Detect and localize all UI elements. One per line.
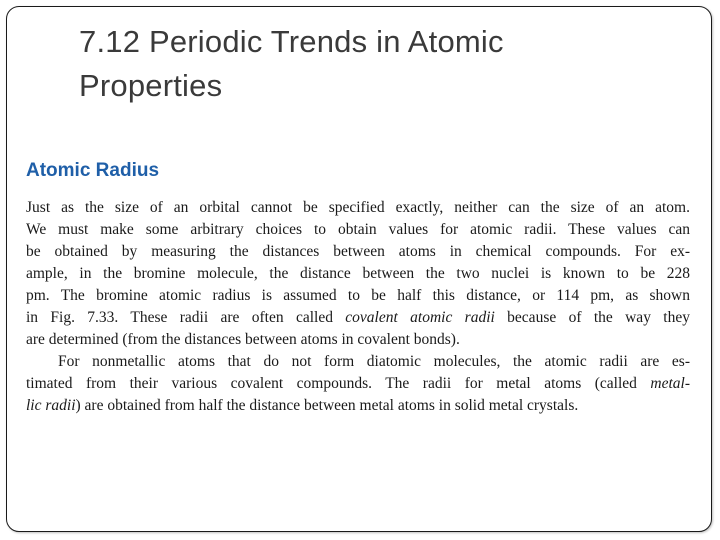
paragraph-line: Just as the size of an orbital cannot be specified exactly, neither can the size of an atom.: [26, 199, 690, 216]
text-run: timated from their various covalent compounds. The radii for metal atoms (called: [26, 375, 651, 392]
paragraph-line: [26, 373, 690, 395]
text-run: because of the way they: [494, 309, 690, 326]
slide-title-line-2: Properties: [79, 68, 223, 103]
italic-term: lic radii: [26, 397, 76, 414]
text-run: ) are obtained from half the distance between metal atoms in solid metal crystals.: [75, 397, 579, 414]
section-heading: Atomic Radius: [26, 160, 160, 181]
textbook-excerpt: [26, 158, 690, 417]
italic-term: covalent atomic radii: [345, 309, 495, 326]
paragraph-line: be obtained by measuring the distances between atoms in chemical compounds. For ex-: [26, 243, 690, 260]
italic-term: metal-: [650, 375, 690, 392]
slide-title: [79, 20, 679, 108]
paragraph-line: [26, 307, 690, 329]
paragraph-line: ample, in the bromine molecule, the distance between the two nuclei is known to be 228: [26, 265, 690, 282]
paragraph-line: are determined (from the distances between atoms in covalent bonds).: [26, 331, 460, 348]
paragraph-line: pm. The bromine atomic radius is assumed to be half this distance, or 114 pm, as shown: [26, 287, 690, 304]
text-run: in Fig. 7.33. These radii are often called: [26, 309, 346, 326]
slide-title-line-1: 7.12 Periodic Trends in Atomic: [79, 24, 504, 59]
paragraph-line: [26, 395, 690, 417]
paragraph-line: For nonmetallic atoms that do not form diatomic molecules, the atomic radii are es-: [58, 353, 690, 370]
paragraph-line: We must make some arbitrary choices to obtain values for atomic radii. These values can: [26, 221, 690, 238]
